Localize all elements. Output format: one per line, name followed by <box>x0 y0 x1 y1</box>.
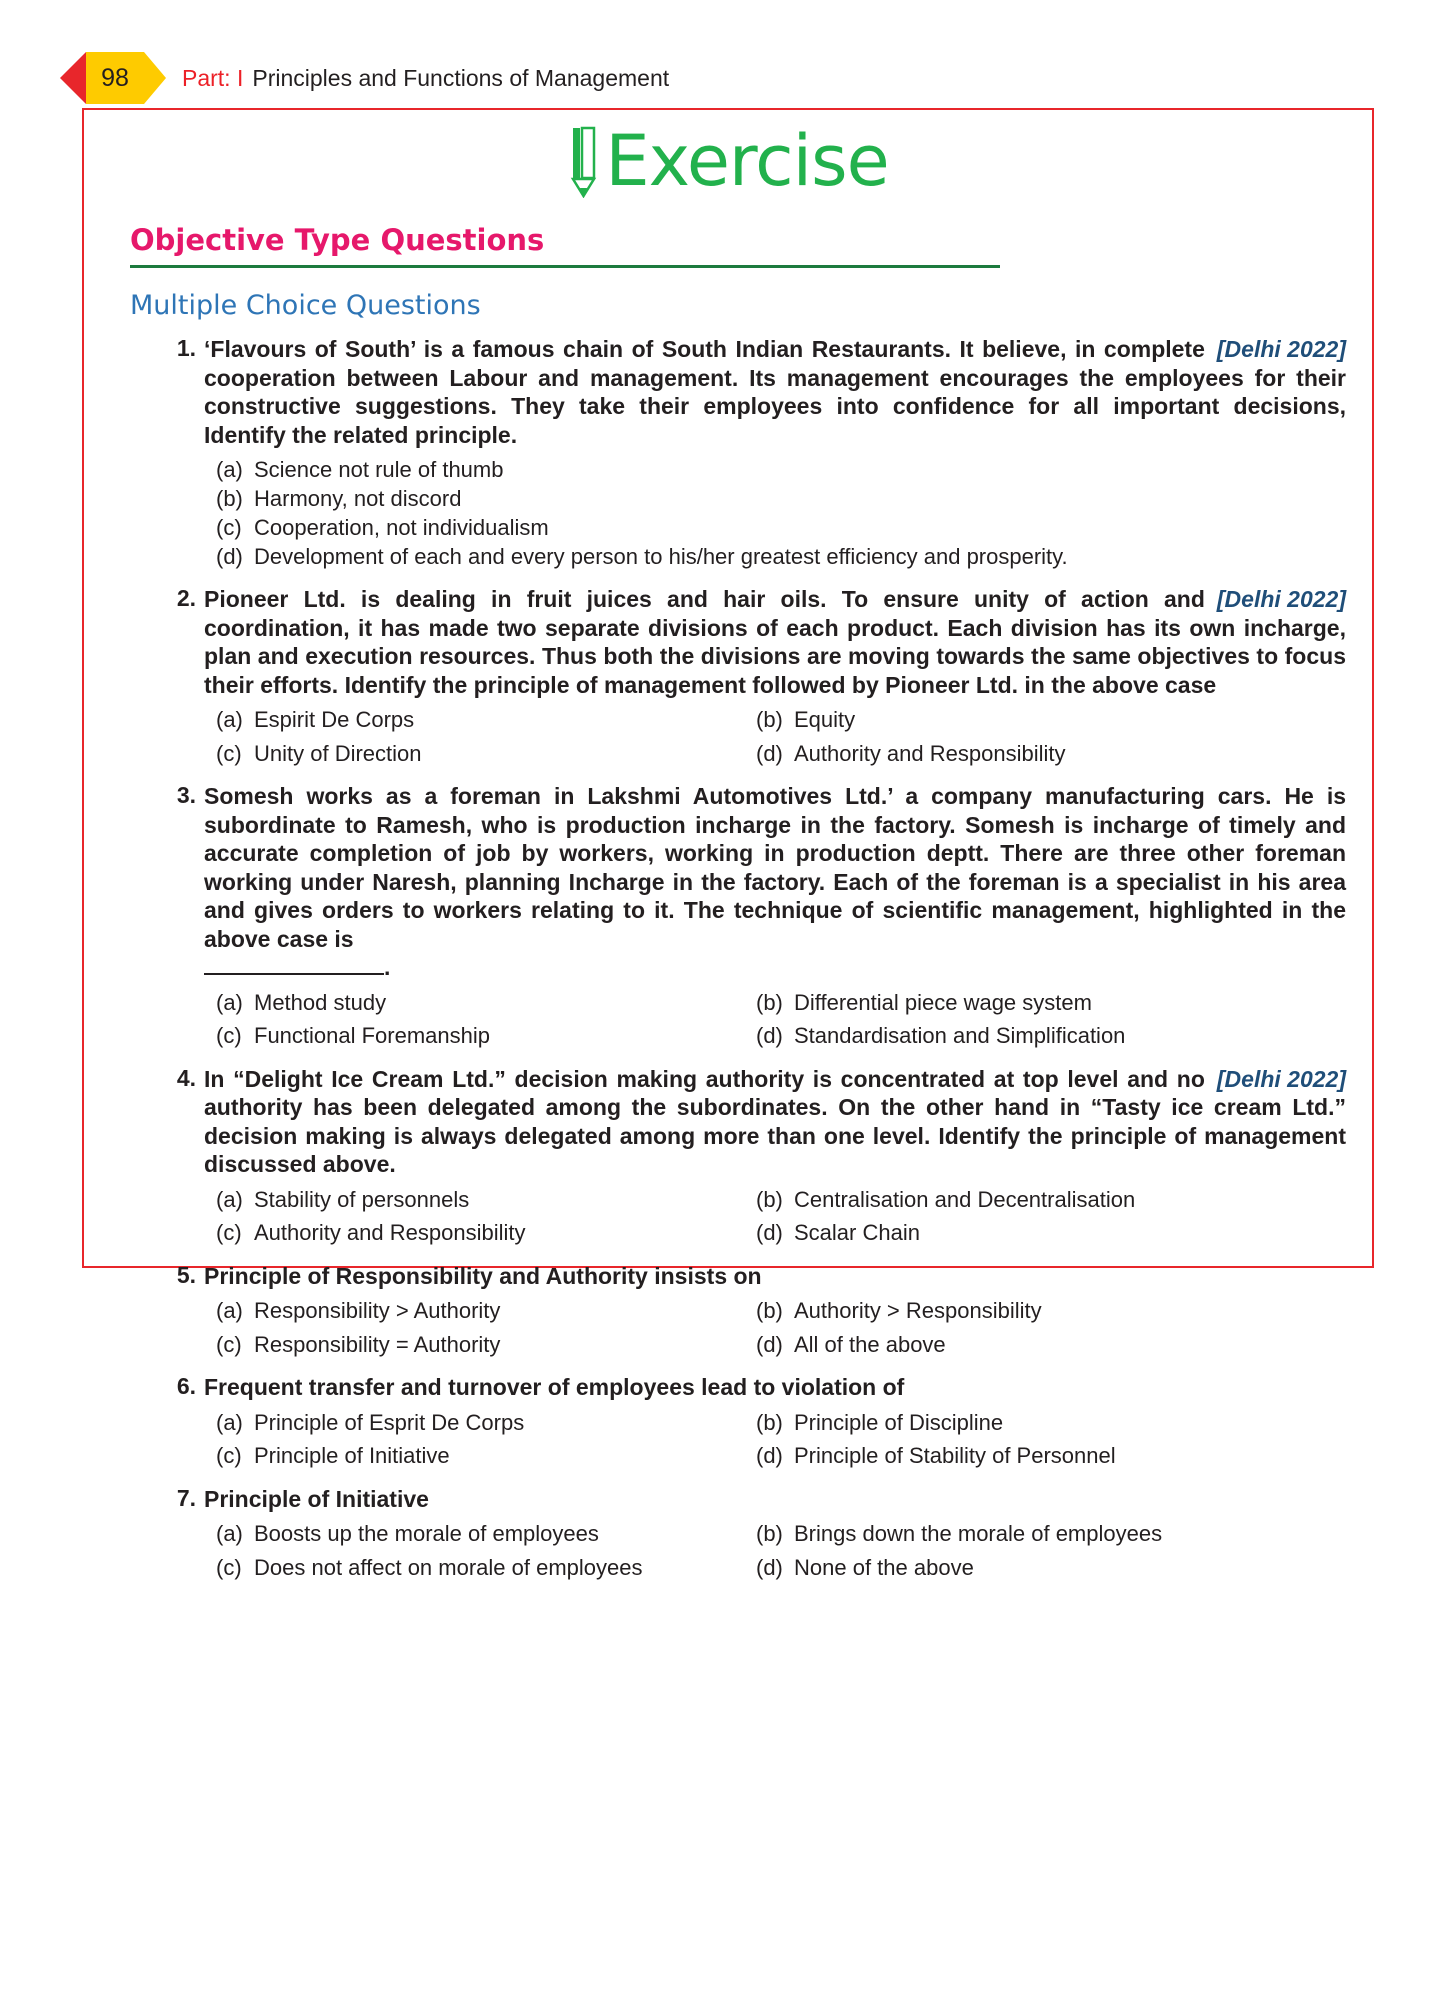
option-label: (d) <box>756 1220 783 1246</box>
option-label: (a) <box>216 1521 243 1547</box>
question-number: 1. <box>176 335 196 361</box>
option-text: Development of each and every person to his/her greatest efficiency and prosperity. <box>254 544 1068 570</box>
option-text: Principle of Esprit De Corps <box>254 1409 525 1435</box>
option-item[interactable] <box>204 1519 744 1548</box>
option-text: Functional Foremanship <box>254 1023 491 1049</box>
question-text <box>204 782 1346 982</box>
option-list <box>204 988 1346 1051</box>
option-item[interactable] <box>204 455 1346 484</box>
option-label: (c) <box>216 1023 242 1049</box>
option-item[interactable] <box>744 1296 1346 1325</box>
option-item[interactable] <box>204 705 744 734</box>
option-text: Unity of Direction <box>254 740 422 766</box>
option-label: (a) <box>216 1186 243 1212</box>
question-number: 3. <box>176 782 196 809</box>
question-statement: Frequent transfer and turnover of employees lead to violation of <box>204 1374 905 1401</box>
question-item <box>82 1262 1374 1359</box>
option-text: Differential piece wage system <box>794 989 1092 1015</box>
option-list <box>204 1519 1346 1582</box>
option-label: (c) <box>216 1443 242 1469</box>
option-item[interactable] <box>744 705 1346 734</box>
option-text: All of the above <box>794 1331 946 1357</box>
option-item[interactable] <box>744 1218 1346 1247</box>
option-text: Method study <box>254 989 387 1015</box>
option-text: Standardisation and Simplification <box>794 1023 1126 1049</box>
exercise-title <box>82 119 1374 202</box>
option-label: (a) <box>216 1409 243 1435</box>
option-text: Does not affect on morale of employees <box>254 1554 643 1580</box>
option-label: (c) <box>216 1220 242 1246</box>
option-text: Authority > Responsibility <box>794 1298 1042 1324</box>
option-text: Principle of Discipline <box>794 1409 1004 1435</box>
option-text: Authority and Responsibility <box>794 740 1066 766</box>
question-text <box>204 1262 1346 1291</box>
option-label: (b) <box>756 1298 783 1324</box>
question-source: [Delhi 2022] <box>1216 336 1346 362</box>
option-text: Science not rule of thumb <box>254 457 504 483</box>
option-label: (c) <box>216 1331 242 1357</box>
option-list <box>204 1296 1346 1359</box>
question-text <box>204 335 1346 449</box>
option-text: Responsibility = Authority <box>254 1331 501 1357</box>
option-item[interactable] <box>204 1441 744 1470</box>
question-statement: Somesh works as a foreman in Lakshmi Automotives Ltd.’ a company manufacturing cars. He is subordinate to Ramesh, who is production incharge in the factory. Somesh is incharge of timely and accurate completion of job by workers, working in production deptt. There are three other foreman working under Naresh, planning Incharge in the factory. Each of the foreman is a specialist in his area and gives orders to workers relating to it. The technique of scientific management, highlighted in the above case is <box>204 783 1346 952</box>
option-label: (c) <box>216 1554 242 1580</box>
option-label: (a) <box>216 457 243 483</box>
header-part-title: Principles and Functions of Management <box>252 64 670 91</box>
option-list <box>204 1185 1346 1248</box>
exercise-content <box>82 108 1374 1582</box>
question-list <box>82 335 1374 1582</box>
option-text: Stability of personnels <box>254 1186 470 1212</box>
option-label: (d) <box>756 1554 783 1580</box>
page-number-badge <box>86 52 144 104</box>
blank-suffix: . <box>384 954 391 981</box>
option-label: (a) <box>216 707 243 733</box>
option-item[interactable] <box>744 1408 1346 1437</box>
option-label: (b) <box>216 486 243 512</box>
option-label: (b) <box>756 1186 783 1212</box>
option-label: (a) <box>216 989 243 1015</box>
question-item <box>82 1373 1374 1470</box>
question-number: 7. <box>176 1484 196 1511</box>
sub-heading-multiple-choice-questions: Multiple Choice Questions <box>130 290 481 321</box>
heading-divider <box>130 265 1000 268</box>
question-statement: In “Delight Ice Cream Ltd.” decision making authority is concentrated at top level and no authority has been delegated among the subordinates. On the other hand in “Tasty ice cream Ltd.” decision making is always delegated among more than one level. Identify the principle of management discussed above. <box>204 1065 1346 1178</box>
question-statement: Pioneer Ltd. is dealing in fruit juices and hair oils. To ensure unity of action and coordination, it has made two separate divisions of each product. Each division has its own incharge, plan and execution resources. Thus both the divisions are moving towards the same objectives to focus their efforts. Identify the principle of management followed by Pioneer Ltd. in the above case <box>204 586 1346 698</box>
option-text: Espirit De Corps <box>254 707 415 733</box>
option-item[interactable] <box>204 1218 744 1247</box>
option-item[interactable] <box>204 1330 744 1359</box>
option-item[interactable] <box>744 1519 1346 1548</box>
option-item[interactable] <box>744 1441 1346 1470</box>
question-source: [Delhi 2022] <box>1216 1065 1346 1092</box>
question-source: [Delhi 2022] <box>1216 586 1346 613</box>
option-item[interactable] <box>744 1185 1346 1214</box>
option-item[interactable] <box>204 513 1346 542</box>
option-item[interactable] <box>204 1553 744 1582</box>
exercise-heading-text: Exercise <box>605 119 889 202</box>
option-label: (c) <box>216 740 242 766</box>
option-label: (d) <box>216 544 243 570</box>
flag-tip-icon <box>144 52 166 104</box>
question-number: 4. <box>176 1064 196 1091</box>
option-text: Brings down the morale of employees <box>794 1521 1163 1547</box>
question-text <box>204 1485 1346 1514</box>
option-text: None of the above <box>794 1554 974 1580</box>
option-label: (d) <box>756 1023 783 1049</box>
question-item <box>82 1485 1374 1582</box>
option-item[interactable] <box>204 1185 744 1214</box>
header-part-label: Part: I <box>182 64 244 91</box>
page-number-flag <box>60 52 166 104</box>
option-text: Principle of Stability of Personnel <box>794 1443 1116 1469</box>
option-text: Centralisation and Decentralisation <box>794 1186 1136 1212</box>
option-label: (d) <box>756 740 783 766</box>
question-statement: Principle of Responsibility and Authority insists on <box>204 1262 762 1289</box>
question-item <box>82 1065 1374 1248</box>
option-item[interactable] <box>744 1021 1346 1050</box>
page-number: 98 <box>101 63 129 92</box>
option-item[interactable] <box>204 484 1346 513</box>
option-item[interactable] <box>204 1021 744 1050</box>
option-label: (b) <box>756 1409 783 1435</box>
question-number: 6. <box>176 1373 196 1400</box>
option-label: (a) <box>216 1298 243 1324</box>
pencil-icon <box>567 126 603 203</box>
option-item[interactable] <box>744 1553 1346 1582</box>
question-statement: Principle of Initiative <box>204 1485 429 1512</box>
question-text <box>204 1065 1346 1179</box>
question-text <box>204 585 1346 699</box>
option-text: Cooperation, not individualism <box>254 515 549 541</box>
section-heading-objective-type-questions: Objective Type Questions <box>130 223 545 257</box>
page-header <box>60 52 669 104</box>
question-item <box>82 782 1374 1051</box>
option-label: (b) <box>756 989 783 1015</box>
option-item[interactable] <box>744 988 1346 1017</box>
option-label: (c) <box>216 515 242 541</box>
option-text: Responsibility > Authority <box>254 1298 501 1324</box>
option-item[interactable] <box>204 988 744 1017</box>
option-text: Boosts up the morale of employees <box>254 1521 599 1547</box>
question-item <box>82 335 1374 571</box>
option-list <box>204 455 1346 571</box>
option-text: Principle of Initiative <box>254 1443 450 1469</box>
option-label: (b) <box>756 1521 783 1547</box>
question-item <box>82 585 1374 768</box>
option-label: (d) <box>756 1331 783 1357</box>
option-item[interactable] <box>744 1330 1346 1359</box>
option-item[interactable] <box>204 739 744 768</box>
option-text: Scalar Chain <box>794 1220 920 1246</box>
option-item[interactable] <box>204 1296 744 1325</box>
question-number: 5. <box>176 1261 196 1288</box>
option-list <box>204 1408 1346 1471</box>
question-statement: ‘Flavours of South’ is a famous chain of South Indian Restaurants. It believe, in complete cooperation between Labour and management. Its management encourages the employees for their constructive suggestions. They take their employees into confidence for all important decisions, Identify the related principle. <box>204 336 1346 448</box>
fill-in-blank <box>204 957 384 975</box>
option-item[interactable] <box>744 739 1346 768</box>
question-number: 2. <box>176 585 196 612</box>
option-label: (d) <box>756 1443 783 1469</box>
option-label: (b) <box>756 707 783 733</box>
question-text <box>204 1373 1346 1402</box>
option-item[interactable] <box>204 542 1346 571</box>
option-list <box>204 705 1346 768</box>
option-text: Authority and Responsibility <box>254 1220 526 1246</box>
option-item[interactable] <box>204 1408 744 1437</box>
option-text: Equity <box>794 707 856 733</box>
option-text: Harmony, not discord <box>254 486 462 512</box>
arrow-left-icon <box>60 52 86 104</box>
